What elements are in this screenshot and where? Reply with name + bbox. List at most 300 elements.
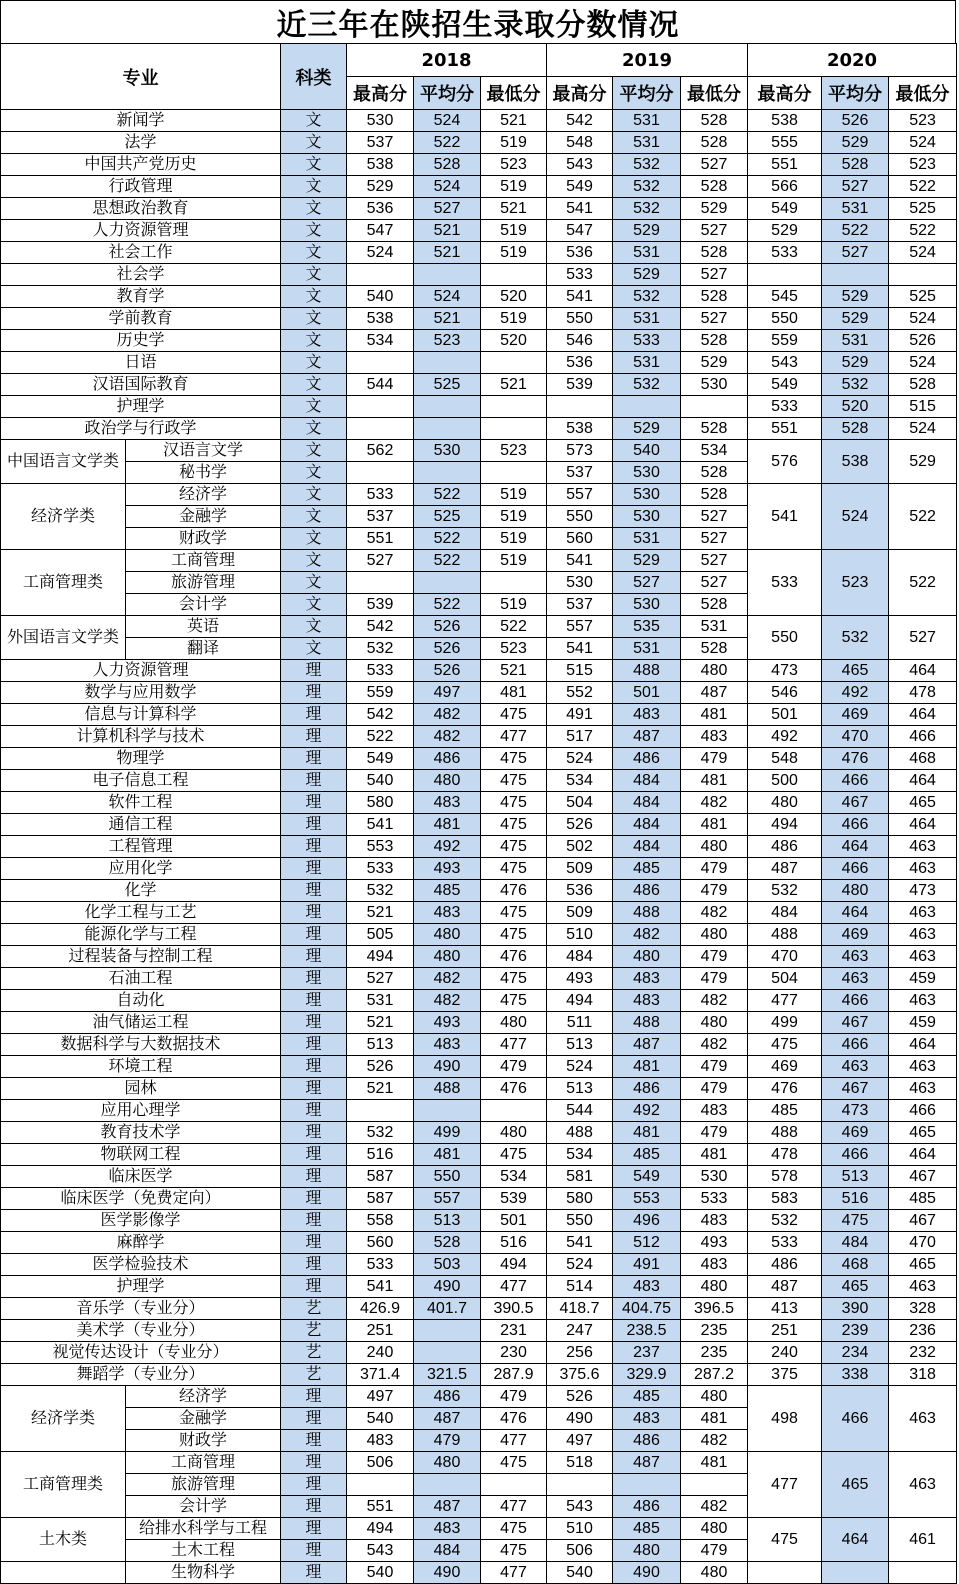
score-min-2018: 521 xyxy=(481,110,547,132)
score-max-2018: 513 xyxy=(347,1034,414,1056)
major-name: 化学 xyxy=(1,880,281,902)
score-avg-2020: 463 xyxy=(822,968,889,990)
score-max-2019: 513 xyxy=(547,1034,613,1056)
score-avg-2018: 522 xyxy=(414,484,481,506)
score-max-2018: 529 xyxy=(347,176,414,198)
major-name: 麻醉学 xyxy=(1,1232,281,1254)
group-name xyxy=(1,1562,126,1584)
score-min-2020: 515 xyxy=(889,396,957,418)
score-min-2019: 534 xyxy=(681,440,748,462)
table-row xyxy=(1,704,957,726)
score-max-2020: 532 xyxy=(748,1210,822,1232)
header-max-score-2019: 最高分 xyxy=(547,77,613,110)
score-min-2018: 539 xyxy=(481,1188,547,1210)
score-avg-2019: 487 xyxy=(613,1452,681,1474)
category: 艺 xyxy=(281,1298,347,1320)
table-row xyxy=(1,1518,957,1540)
score-avg-2019: 529 xyxy=(613,418,681,440)
header-min-score-2020: 最低分 xyxy=(889,77,957,110)
score-avg-2020: 469 xyxy=(822,924,889,946)
score-max-2020: 480 xyxy=(748,792,822,814)
score-min-2019: 479 xyxy=(681,748,748,770)
table-row xyxy=(1,176,957,198)
score-avg-2018: 484 xyxy=(414,1540,481,1562)
score-avg-2019: 531 xyxy=(613,308,681,330)
score-max-2020: 533 xyxy=(748,550,822,616)
score-avg-2020: 527 xyxy=(822,176,889,198)
category: 理 xyxy=(281,1430,347,1452)
major-name: 社会学 xyxy=(1,264,281,286)
category: 理 xyxy=(281,1012,347,1034)
score-max-2019: 513 xyxy=(547,1078,613,1100)
score-avg-2020: 466 xyxy=(822,1034,889,1056)
score-avg-2020: 469 xyxy=(822,704,889,726)
score-min-2018: 519 xyxy=(481,550,547,572)
score-min-2018: 475 xyxy=(481,836,547,858)
score-max-2018: 540 xyxy=(347,286,414,308)
major-name: 应用化学 xyxy=(1,858,281,880)
score-avg-2018 xyxy=(414,264,481,286)
category: 理 xyxy=(281,814,347,836)
score-avg-2018 xyxy=(414,462,481,484)
table-row xyxy=(1,748,957,770)
score-min-2020: 463 xyxy=(889,924,957,946)
score-max-2018: 531 xyxy=(347,990,414,1012)
score-max-2019: 549 xyxy=(547,176,613,198)
category: 文 xyxy=(281,550,347,572)
score-min-2019: 479 xyxy=(681,1078,748,1100)
table-row xyxy=(1,1562,957,1584)
score-min-2019: 482 xyxy=(681,792,748,814)
score-min-2020: 485 xyxy=(889,1188,957,1210)
score-max-2018: 562 xyxy=(347,440,414,462)
major-name: 医学检验技术 xyxy=(1,1254,281,1276)
score-min-2019: 483 xyxy=(681,726,748,748)
score-min-2020: 464 xyxy=(889,814,957,836)
score-max-2018: 551 xyxy=(347,528,414,550)
score-avg-2020: 469 xyxy=(822,1122,889,1144)
score-avg-2020: 470 xyxy=(822,726,889,748)
category: 文 xyxy=(281,176,347,198)
score-avg-2020: 466 xyxy=(822,770,889,792)
score-min-2019: 483 xyxy=(681,1210,748,1232)
header-year-2019: 2019 xyxy=(547,44,748,77)
major-name: 法学 xyxy=(1,132,281,154)
score-min-2018: 475 xyxy=(481,1144,547,1166)
category: 文 xyxy=(281,484,347,506)
category: 文 xyxy=(281,352,347,374)
major-name: 化学工程与工艺 xyxy=(1,902,281,924)
category: 理 xyxy=(281,968,347,990)
major-name: 汉语言文学 xyxy=(126,440,281,462)
score-avg-2019: 529 xyxy=(613,264,681,286)
score-max-2020: 549 xyxy=(748,198,822,220)
score-min-2020: 467 xyxy=(889,1166,957,1188)
score-max-2018: 483 xyxy=(347,1430,414,1452)
score-min-2019: 480 xyxy=(681,1562,748,1584)
score-avg-2018: 479 xyxy=(414,1430,481,1452)
score-max-2018: 541 xyxy=(347,814,414,836)
score-max-2019: 491 xyxy=(547,704,613,726)
score-avg-2018: 483 xyxy=(414,902,481,924)
score-avg-2018: 480 xyxy=(414,770,481,792)
score-min-2019: 479 xyxy=(681,1056,748,1078)
score-avg-2019: 531 xyxy=(613,110,681,132)
score-avg-2020 xyxy=(822,264,889,286)
score-max-2018: 538 xyxy=(347,308,414,330)
major-name: 工商管理 xyxy=(126,550,281,572)
score-avg-2018: 526 xyxy=(414,660,481,682)
category: 理 xyxy=(281,1210,347,1232)
score-avg-2020: 467 xyxy=(822,1012,889,1034)
score-max-2019: 581 xyxy=(547,1166,613,1188)
category: 文 xyxy=(281,110,347,132)
score-min-2019: 530 xyxy=(681,374,748,396)
score-min-2019 xyxy=(681,396,748,418)
score-avg-2019: 483 xyxy=(613,990,681,1012)
score-min-2020: 463 xyxy=(889,1056,957,1078)
score-min-2018 xyxy=(481,396,547,418)
category: 理 xyxy=(281,1232,347,1254)
score-max-2020: 484 xyxy=(748,902,822,924)
table-row xyxy=(1,1100,957,1122)
score-min-2019: 493 xyxy=(681,1232,748,1254)
category: 理 xyxy=(281,1166,347,1188)
score-avg-2020 xyxy=(822,1562,889,1584)
score-max-2018 xyxy=(347,264,414,286)
category: 理 xyxy=(281,1276,347,1298)
score-max-2018: 533 xyxy=(347,858,414,880)
category: 文 xyxy=(281,616,347,638)
score-max-2018: 505 xyxy=(347,924,414,946)
score-avg-2018: 493 xyxy=(414,858,481,880)
score-avg-2018: 486 xyxy=(414,748,481,770)
score-min-2018 xyxy=(481,572,547,594)
score-min-2019: 481 xyxy=(681,814,748,836)
score-avg-2019: 486 xyxy=(613,1430,681,1452)
score-min-2019: 480 xyxy=(681,836,748,858)
score-avg-2018: 483 xyxy=(414,792,481,814)
score-max-2018: 371.4 xyxy=(347,1364,414,1386)
score-min-2018: 519 xyxy=(481,220,547,242)
score-avg-2020: 531 xyxy=(822,330,889,352)
score-avg-2018: 493 xyxy=(414,1012,481,1034)
score-avg-2020: 522 xyxy=(822,220,889,242)
score-min-2019: 482 xyxy=(681,1430,748,1452)
score-min-2020: 529 xyxy=(889,440,957,484)
score-max-2018: 537 xyxy=(347,132,414,154)
score-avg-2019: 496 xyxy=(613,1210,681,1232)
category: 理 xyxy=(281,1496,347,1518)
score-avg-2019: 532 xyxy=(613,176,681,198)
score-max-2020: 251 xyxy=(748,1320,822,1342)
category: 文 xyxy=(281,330,347,352)
score-avg-2020: 523 xyxy=(822,550,889,616)
score-avg-2018: 499 xyxy=(414,1122,481,1144)
score-min-2020: 466 xyxy=(889,1100,957,1122)
score-max-2020: 470 xyxy=(748,946,822,968)
category: 理 xyxy=(281,1100,347,1122)
category: 理 xyxy=(281,1408,347,1430)
score-max-2020: 487 xyxy=(748,858,822,880)
score-avg-2018 xyxy=(414,1474,481,1496)
score-max-2020: 476 xyxy=(748,1078,822,1100)
score-avg-2018: 497 xyxy=(414,682,481,704)
score-avg-2019: 484 xyxy=(613,814,681,836)
major-name: 过程装备与控制工程 xyxy=(1,946,281,968)
group-name: 土木类 xyxy=(1,1518,126,1562)
score-avg-2018: 522 xyxy=(414,594,481,616)
major-name: 旅游管理 xyxy=(126,1474,281,1496)
category: 理 xyxy=(281,1188,347,1210)
score-max-2019: 514 xyxy=(547,1276,613,1298)
score-max-2018 xyxy=(347,1100,414,1122)
score-min-2018: 475 xyxy=(481,902,547,924)
score-min-2020: 463 xyxy=(889,1386,957,1452)
score-min-2018: 479 xyxy=(481,1056,547,1078)
score-min-2020: 525 xyxy=(889,198,957,220)
score-avg-2020: 463 xyxy=(822,946,889,968)
score-avg-2018: 525 xyxy=(414,374,481,396)
category: 理 xyxy=(281,1452,347,1474)
score-max-2020: 538 xyxy=(748,110,822,132)
major-name: 石油工程 xyxy=(1,968,281,990)
score-max-2020: 486 xyxy=(748,1254,822,1276)
score-max-2018: 539 xyxy=(347,594,414,616)
category: 理 xyxy=(281,704,347,726)
category: 理 xyxy=(281,1540,347,1562)
score-max-2018: 251 xyxy=(347,1320,414,1342)
score-avg-2018: 522 xyxy=(414,528,481,550)
score-min-2019: 483 xyxy=(681,1100,748,1122)
score-avg-2019: 404.75 xyxy=(613,1298,681,1320)
score-avg-2019: 483 xyxy=(613,1408,681,1430)
score-min-2018: 520 xyxy=(481,286,547,308)
score-max-2018: 558 xyxy=(347,1210,414,1232)
score-avg-2019: 532 xyxy=(613,286,681,308)
score-max-2019: 550 xyxy=(547,308,613,330)
category: 理 xyxy=(281,880,347,902)
score-min-2018: 475 xyxy=(481,792,547,814)
score-min-2020: 463 xyxy=(889,1276,957,1298)
score-min-2019: 480 xyxy=(681,660,748,682)
major-name: 秘书学 xyxy=(126,462,281,484)
score-min-2019: 479 xyxy=(681,946,748,968)
table-row xyxy=(1,1386,957,1408)
score-min-2020: 465 xyxy=(889,792,957,814)
score-avg-2019: 532 xyxy=(613,154,681,176)
score-avg-2020: 466 xyxy=(822,858,889,880)
table-row xyxy=(1,1452,957,1474)
score-min-2019: 530 xyxy=(681,1166,748,1188)
score-min-2018: 520 xyxy=(481,330,547,352)
score-min-2018: 287.9 xyxy=(481,1364,547,1386)
major-name: 金融学 xyxy=(126,1408,281,1430)
score-max-2018: 521 xyxy=(347,1078,414,1100)
score-avg-2018 xyxy=(414,396,481,418)
major-name: 计算机科学与技术 xyxy=(1,726,281,748)
table-row xyxy=(1,308,957,330)
score-avg-2019: 488 xyxy=(613,1012,681,1034)
category: 理 xyxy=(281,1386,347,1408)
score-avg-2019: 484 xyxy=(613,792,681,814)
category: 理 xyxy=(281,1056,347,1078)
score-max-2019: 504 xyxy=(547,792,613,814)
score-min-2019: 528 xyxy=(681,462,748,484)
header-max-score-2020: 最高分 xyxy=(748,77,822,110)
score-avg-2019: 482 xyxy=(613,924,681,946)
score-min-2019: 481 xyxy=(681,704,748,726)
score-max-2018: 532 xyxy=(347,638,414,660)
score-min-2020: 524 xyxy=(889,242,957,264)
score-avg-2018: 522 xyxy=(414,132,481,154)
score-min-2018: 231 xyxy=(481,1320,547,1342)
score-min-2018: 519 xyxy=(481,308,547,330)
table-row xyxy=(1,484,957,506)
score-min-2020: 464 xyxy=(889,1144,957,1166)
score-max-2020: 576 xyxy=(748,440,822,484)
score-avg-2020: 529 xyxy=(822,308,889,330)
score-min-2018: 516 xyxy=(481,1232,547,1254)
major-name: 行政管理 xyxy=(1,176,281,198)
table-row xyxy=(1,110,957,132)
major-name: 汉语国际教育 xyxy=(1,374,281,396)
score-max-2020: 504 xyxy=(748,968,822,990)
score-min-2018: 477 xyxy=(481,1562,547,1584)
score-avg-2018 xyxy=(414,572,481,594)
score-min-2018: 480 xyxy=(481,1122,547,1144)
major-name: 政治学与行政学 xyxy=(1,418,281,440)
score-min-2018: 519 xyxy=(481,176,547,198)
score-avg-2018: 521 xyxy=(414,308,481,330)
score-avg-2019: 481 xyxy=(613,1122,681,1144)
score-max-2018: 240 xyxy=(347,1342,414,1364)
score-min-2018 xyxy=(481,1474,547,1496)
sheet-title: 近三年在陕招生录取分数情况 xyxy=(0,0,956,43)
score-avg-2020: 466 xyxy=(822,990,889,1012)
table-row xyxy=(1,1078,957,1100)
score-avg-2018: 526 xyxy=(414,638,481,660)
score-min-2018: 519 xyxy=(481,506,547,528)
score-max-2018: 559 xyxy=(347,682,414,704)
score-max-2019: 515 xyxy=(547,660,613,682)
score-min-2018: 475 xyxy=(481,1540,547,1562)
score-max-2019: 493 xyxy=(547,968,613,990)
score-avg-2018: 480 xyxy=(414,1452,481,1474)
major-name: 应用心理学 xyxy=(1,1100,281,1122)
score-max-2019: 247 xyxy=(547,1320,613,1342)
score-min-2019: 527 xyxy=(681,506,748,528)
score-min-2019: 480 xyxy=(681,1012,748,1034)
category: 艺 xyxy=(281,1364,347,1386)
score-min-2020: 459 xyxy=(889,968,957,990)
score-min-2019: 528 xyxy=(681,330,748,352)
score-avg-2019: 540 xyxy=(613,440,681,462)
major-name: 日语 xyxy=(1,352,281,374)
score-avg-2019: 535 xyxy=(613,616,681,638)
score-avg-2018 xyxy=(414,418,481,440)
header-year-2018: 2018 xyxy=(347,44,547,77)
score-avg-2018: 481 xyxy=(414,814,481,836)
major-name: 临床医学 xyxy=(1,1166,281,1188)
score-avg-2018: 482 xyxy=(414,704,481,726)
score-avg-2019: 487 xyxy=(613,726,681,748)
score-avg-2019: 531 xyxy=(613,352,681,374)
score-max-2020: 545 xyxy=(748,286,822,308)
score-max-2018: 516 xyxy=(347,1144,414,1166)
score-min-2018: 475 xyxy=(481,770,547,792)
major-name: 教育学 xyxy=(1,286,281,308)
category: 理 xyxy=(281,1122,347,1144)
score-min-2020: 328 xyxy=(889,1298,957,1320)
score-min-2019: 479 xyxy=(681,1540,748,1562)
group-name: 工商管理类 xyxy=(1,1452,126,1518)
score-max-2018 xyxy=(347,462,414,484)
category: 文 xyxy=(281,198,347,220)
category: 理 xyxy=(281,990,347,1012)
category: 理 xyxy=(281,902,347,924)
score-min-2018: 476 xyxy=(481,1078,547,1100)
major-name: 数学与应用数学 xyxy=(1,682,281,704)
score-min-2019: 527 xyxy=(681,528,748,550)
table-row xyxy=(1,660,957,682)
score-max-2020: 549 xyxy=(748,374,822,396)
score-max-2018: 506 xyxy=(347,1452,414,1474)
score-min-2019: 487 xyxy=(681,682,748,704)
score-avg-2020: 464 xyxy=(822,902,889,924)
score-min-2020: 466 xyxy=(889,726,957,748)
table-row xyxy=(1,1122,957,1144)
score-avg-2020: 528 xyxy=(822,154,889,176)
major-name: 工商管理 xyxy=(126,1452,281,1474)
table-row xyxy=(1,836,957,858)
score-max-2020: 475 xyxy=(748,1034,822,1056)
score-max-2019: 541 xyxy=(547,638,613,660)
score-max-2019: 541 xyxy=(547,1232,613,1254)
score-min-2020: 526 xyxy=(889,330,957,352)
table-row xyxy=(1,616,957,638)
group-name: 外国语言文学类 xyxy=(1,616,126,660)
score-avg-2020: 480 xyxy=(822,880,889,902)
score-max-2019: 524 xyxy=(547,1254,613,1276)
table-row xyxy=(1,220,957,242)
score-min-2019: 480 xyxy=(681,1386,748,1408)
score-avg-2020: 524 xyxy=(822,484,889,550)
table-row xyxy=(1,1276,957,1298)
score-max-2019: 534 xyxy=(547,770,613,792)
score-max-2018: 540 xyxy=(347,1408,414,1430)
score-max-2020: 550 xyxy=(748,616,822,660)
major-name: 软件工程 xyxy=(1,792,281,814)
major-name: 园林 xyxy=(1,1078,281,1100)
table-row xyxy=(1,792,957,814)
score-avg-2019: 481 xyxy=(613,1056,681,1078)
score-min-2019: 481 xyxy=(681,1452,748,1474)
score-min-2018: 521 xyxy=(481,660,547,682)
score-avg-2019: 483 xyxy=(613,1276,681,1298)
major-name: 会计学 xyxy=(126,594,281,616)
score-max-2020: 578 xyxy=(748,1166,822,1188)
score-max-2019: 548 xyxy=(547,132,613,154)
score-avg-2019: 238.5 xyxy=(613,1320,681,1342)
score-min-2019: 482 xyxy=(681,990,748,1012)
score-min-2020: 464 xyxy=(889,660,957,682)
score-avg-2020: 532 xyxy=(822,374,889,396)
score-max-2020: 413 xyxy=(748,1298,822,1320)
score-min-2019: 527 xyxy=(681,308,748,330)
score-min-2020: 524 xyxy=(889,308,957,330)
score-max-2018: 540 xyxy=(347,1562,414,1584)
